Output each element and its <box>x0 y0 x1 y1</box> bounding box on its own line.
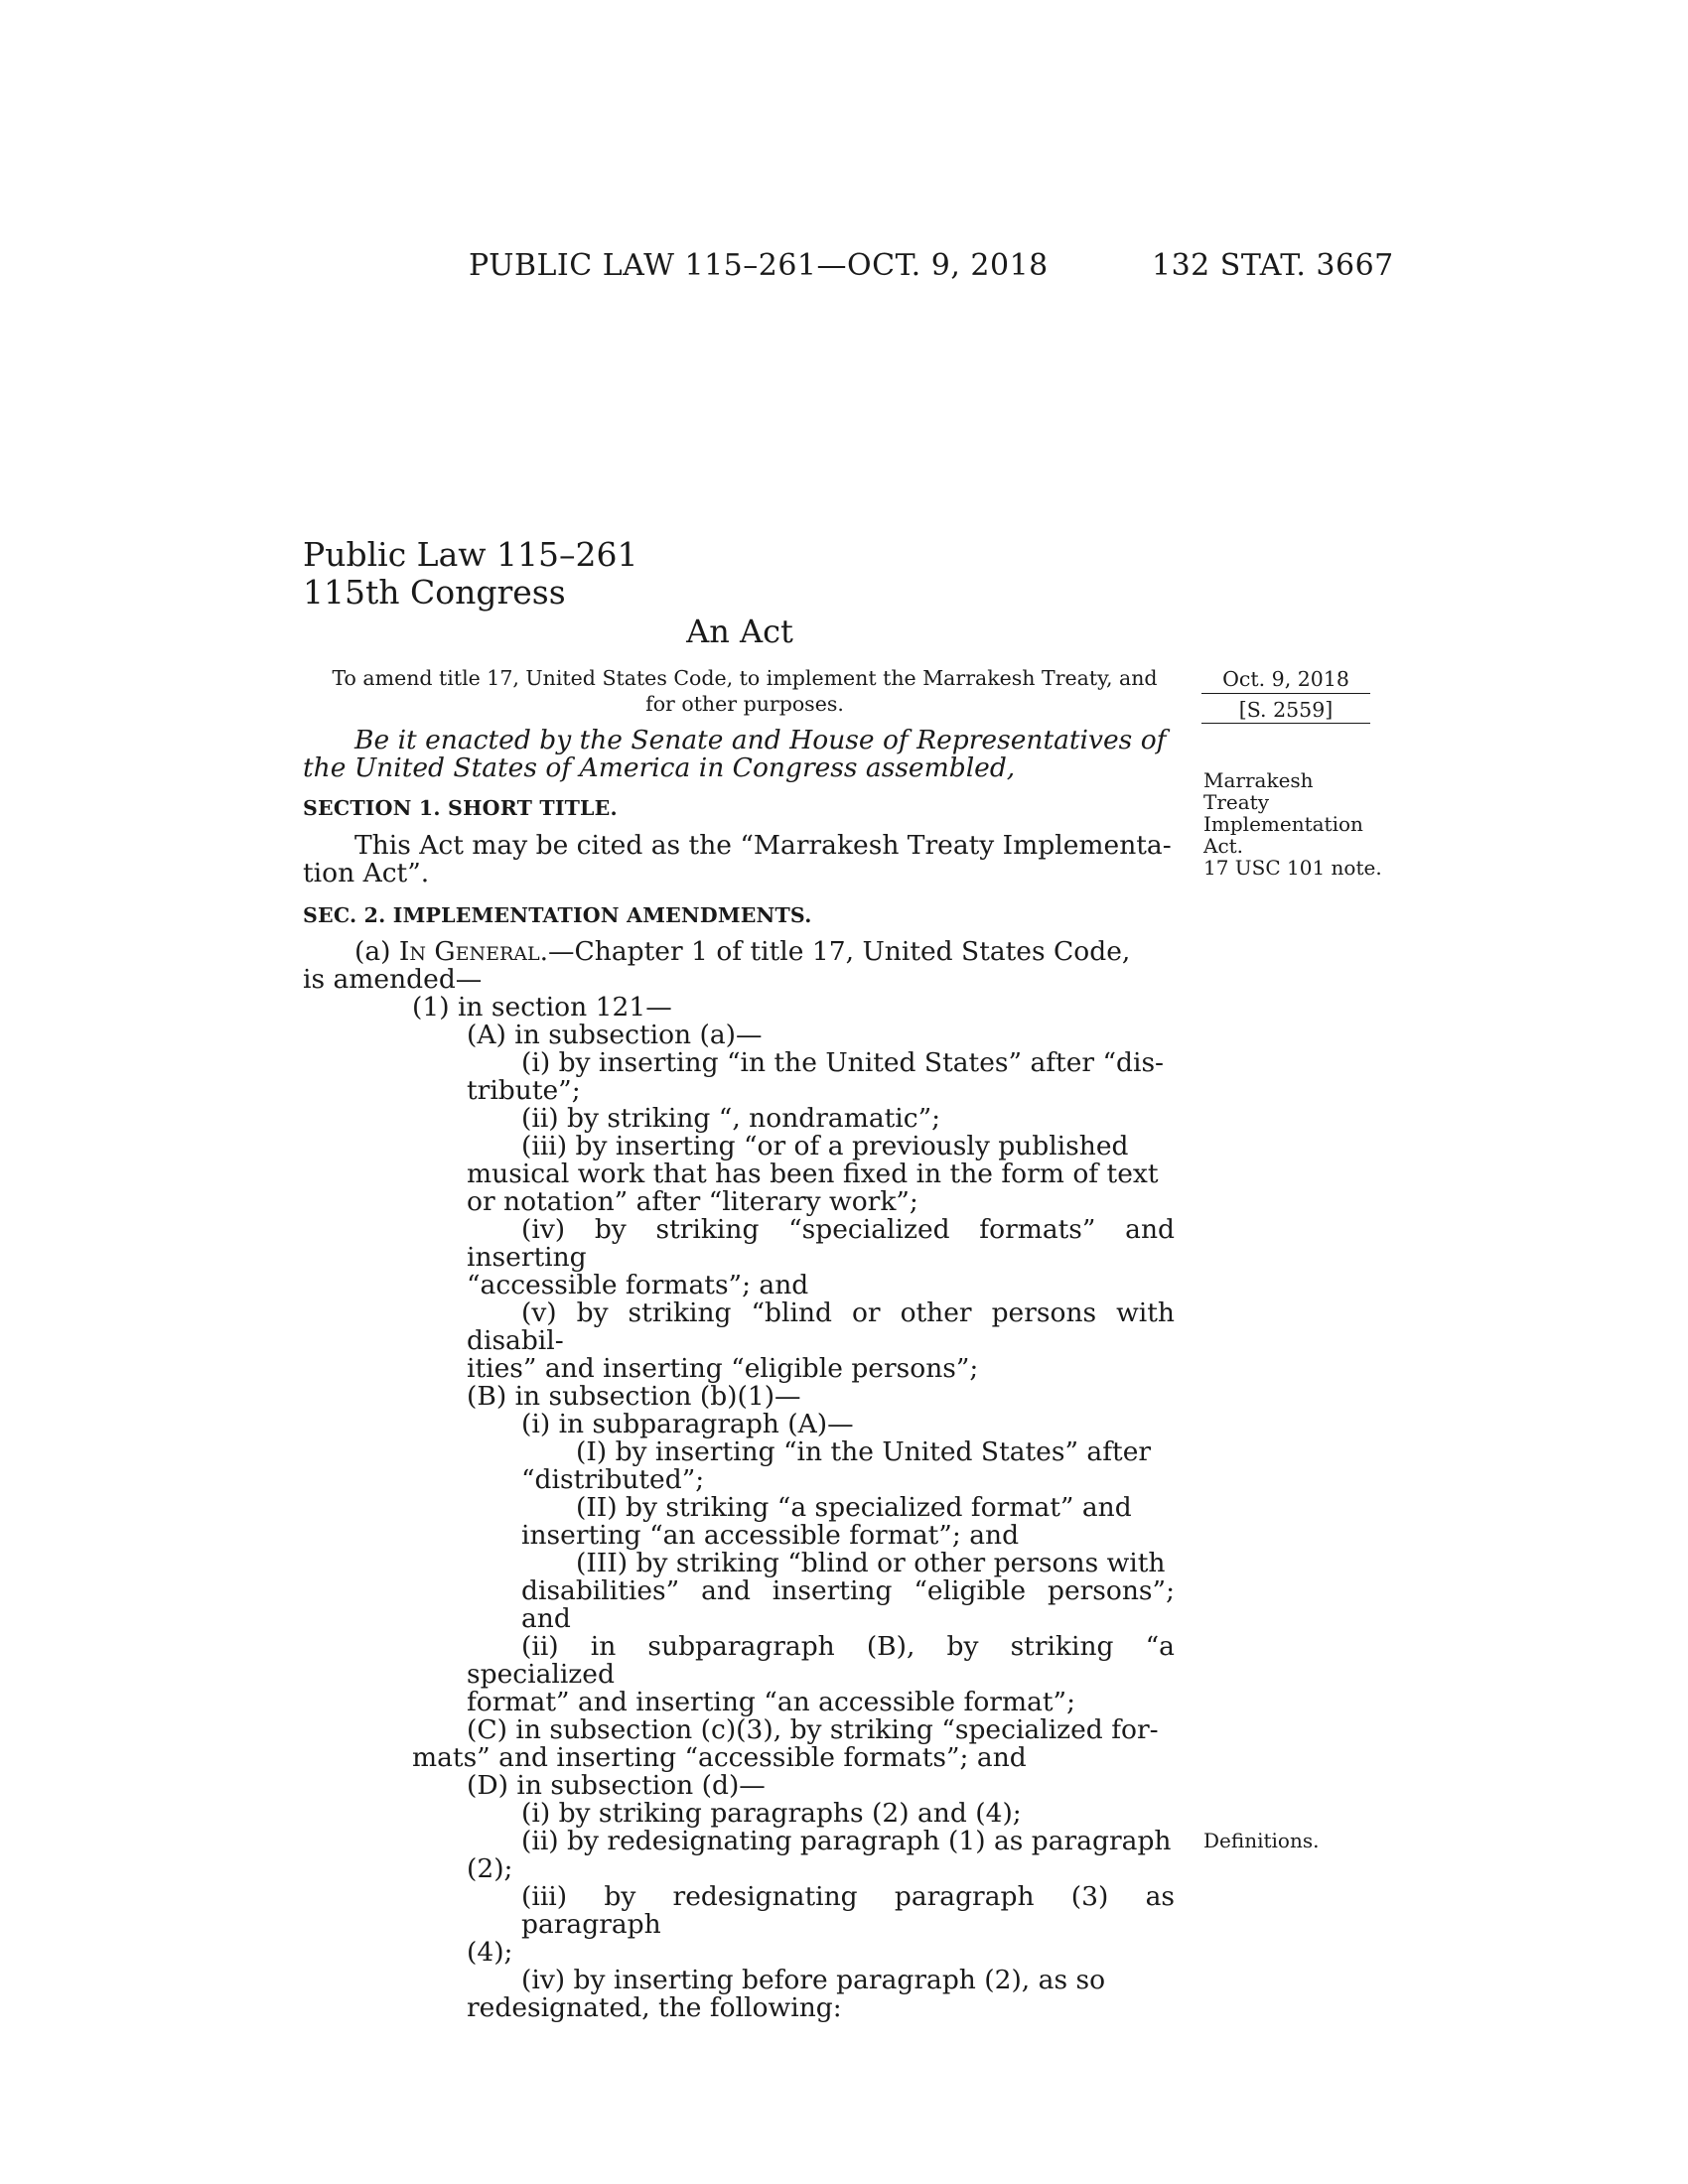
amendment-line: format” and inserting “an accessible format”; <box>467 1687 1076 1717</box>
amendment-line: (ii) by striking “, nondramatic”; <box>521 1103 941 1134</box>
amendment-line: (iii) by inserting “or of a previously published <box>521 1131 1129 1161</box>
sidebar-date: Oct. 9, 2018 <box>1201 665 1370 694</box>
amendment-line: (C) in subsection (c)(3), by striking “specialized for- <box>467 1714 1159 1745</box>
sidebar-note-definitions: Definitions. <box>1203 1829 1320 1852</box>
subsection-a-prefix: (a) <box>354 936 399 967</box>
sidebar-note-line: Marrakesh <box>1203 768 1314 792</box>
enacting-line: the United States of America in Congress assembled, <box>303 752 1016 783</box>
section-1-text <box>303 832 1175 887</box>
amendment-line: (D) in subsection (d)— <box>467 1770 766 1801</box>
amendment-line: (II) by striking “a specialized format” and <box>576 1492 1132 1523</box>
subsection-a <box>303 938 1175 994</box>
sidebar-note-line: Act. <box>1203 834 1244 858</box>
amendment-line: mats” and inserting “accessible formats”; and <box>412 1742 1027 1773</box>
section-2-heading: SEC. 2. IMPLEMENTATION AMENDMENTS. <box>303 903 812 927</box>
subsection-a-heading: In General <box>398 936 540 967</box>
amendment-line: (iv) by striking “specialized formats” and inserting <box>467 1214 1175 1273</box>
enacting-line: Be it enacted by the Senate and House of Representatives of <box>354 725 1167 755</box>
act-purpose <box>328 665 1162 717</box>
congress-number: 115th Congress <box>303 573 566 612</box>
amendment-line: musical work that has been fixed in the form of text <box>467 1159 1159 1189</box>
amendment-line: (ii) in subparagraph (B), by striking “a specialized <box>467 1631 1175 1690</box>
amendment-line: or notation” after “literary work”; <box>467 1186 918 1217</box>
sidebar-note-line: 17 USC 101 note. <box>1203 856 1382 880</box>
amendment-line: (I) by inserting “in the United States” after <box>576 1436 1152 1467</box>
amendment-line: (4); <box>467 1937 513 1968</box>
subsection-a-line: is amended— <box>303 964 483 995</box>
amendment-line: (A) in subsection (a)— <box>467 1020 763 1050</box>
subsection-a-text: .—Chapter 1 of title 17, United States Code, <box>539 936 1131 967</box>
amendment-line: ities” and inserting “eligible persons”; <box>467 1353 979 1384</box>
amendment-line: (i) by striking paragraphs (2) and (4); <box>521 1798 1022 1829</box>
amendment-line: (i) in subparagraph (A)— <box>521 1409 854 1439</box>
section-1-heading: SECTION 1. SHORT TITLE. <box>303 796 618 820</box>
enacting-clause <box>303 727 1175 782</box>
amendment-line: (III) by striking “blind or other persons with <box>576 1548 1166 1578</box>
purpose-line: for other purposes. <box>645 692 844 716</box>
subsection-a-line <box>303 938 1175 966</box>
sidebar-note-short-title <box>1203 769 1402 879</box>
amendment-line: (iv) by inserting before paragraph (2), as so <box>521 1965 1106 1995</box>
section-text-line: This Act may be cited as the “Marrakesh Treaty Implementa- <box>354 830 1172 861</box>
public-law-number: Public Law 115–261 <box>303 535 638 574</box>
amendment-line: disabilities” and inserting “eligible persons”; and <box>521 1575 1175 1634</box>
purpose-line: To amend title 17, United States Code, to implement the Marrakesh Treaty, and <box>332 666 1158 690</box>
sidebar-bill-number: [S. 2559] <box>1201 697 1370 724</box>
section-text-line: tion Act”. <box>303 858 430 888</box>
sidebar-note-line: Treaty <box>1203 790 1269 814</box>
amendment-line: tribute”; <box>467 1075 581 1106</box>
amendment-list <box>303 994 1175 2022</box>
running-header-title: PUBLIC LAW 115–261—OCT. 9, 2018 <box>469 248 1049 283</box>
sidebar-note-line: Implementation <box>1203 812 1363 836</box>
amendment-line: (1) in section 121— <box>412 992 672 1023</box>
amendment-line: (iii) by redesignating paragraph (3) as paragraph <box>521 1881 1175 1940</box>
amendment-line: (B) in subsection (b)(1)— <box>467 1381 801 1412</box>
running-header-stat-page: 132 STAT. 3667 <box>1152 248 1394 283</box>
amendment-line: (v) by striking “blind or other persons with disabil- <box>467 1297 1175 1356</box>
amendment-line: “accessible formats”; and <box>467 1270 809 1300</box>
amendment-line: (2); <box>467 1853 513 1884</box>
amendment-line: “distributed”; <box>521 1464 705 1495</box>
amendment-line: (i) by inserting “in the United States” after “dis- <box>521 1047 1165 1078</box>
amendment-line: (ii) by redesignating paragraph (1) as paragraph <box>521 1826 1172 1856</box>
amendment-line: redesignated, the following: <box>467 1992 842 2023</box>
act-heading: An Act <box>686 613 793 650</box>
amendment-line: inserting “an accessible format”; and <box>521 1520 1020 1551</box>
